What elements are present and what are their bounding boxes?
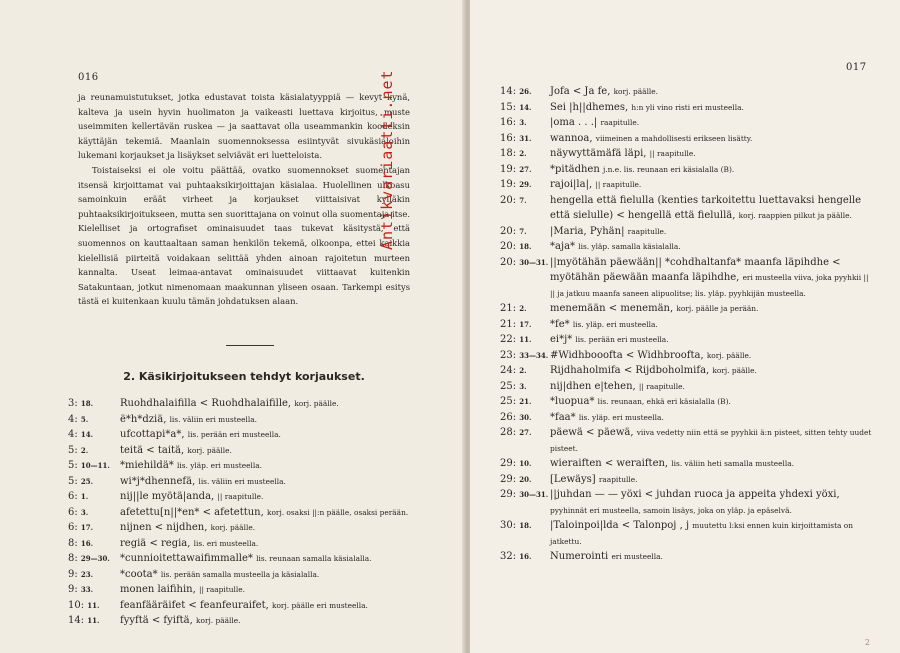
line-number: 21.	[519, 397, 532, 406]
line-reference	[500, 224, 550, 240]
correction-note: lis. väliin eri musteella.	[198, 476, 286, 486]
correction-entry	[68, 443, 413, 459]
line-number: 10—11.	[80, 461, 110, 470]
correction-text: regiä < regia,	[120, 537, 191, 549]
correction-entry	[500, 518, 875, 549]
line-reference	[500, 146, 550, 162]
page-ref: 25:	[500, 380, 517, 392]
page-ref: 10:	[68, 599, 85, 611]
correction-text: *fe*	[550, 318, 570, 330]
line-reference	[68, 567, 120, 583]
correction-entry	[500, 332, 875, 348]
correction-text: päewä < päewä,	[550, 427, 634, 438]
correction-text: feanfääräifet < feanfeuraifet,	[120, 599, 269, 611]
paragraph: ja reunamuistutukset, jotka edustavat toista käsialatyyppiä — kevyt kynä, kalteva ja usein hyvin huolimaton ja vaikeasti luettava kirjoitus, muste useimmiten kellertävän ruskea — ja saattavat olla useammankin koodeksin käyttäjän tekemiä. Maanlain suomennoksessa esiintyvät sivukäsialoihin lukemani korjaukset ja lisäykset selviävät eri luetteloista.	[78, 92, 410, 161]
line-number: 30—31.	[519, 257, 549, 267]
correction-text-block	[550, 317, 875, 333]
correction-entry	[500, 177, 875, 193]
correction-text-block	[550, 518, 875, 549]
correction-text-block	[120, 567, 413, 583]
line-number: 29.	[519, 180, 532, 189]
line-number: 27.	[519, 428, 532, 437]
section-heading: 2. Käsikirjoitukseen tehdyt korjaukset.	[123, 370, 365, 383]
correction-text: nij|dhen e|tehen,	[550, 380, 636, 392]
correction-text-block	[550, 332, 875, 348]
correction-note: raapitulle.	[600, 118, 640, 127]
correction-text-block	[550, 84, 875, 100]
line-reference	[68, 489, 120, 505]
correction-text-block	[550, 487, 875, 518]
correction-entry	[68, 427, 413, 443]
correction-note: korj. päälle ja perään.	[676, 304, 759, 313]
correction-note: lis. yläp. samalla käsialalla.	[578, 242, 681, 251]
correction-entry	[68, 489, 413, 505]
correction-note: h:n yli vino risti eri musteella.	[631, 102, 744, 112]
correction-text-block	[550, 472, 875, 488]
correction-note: lis. yläp. eri musteella.	[578, 412, 664, 422]
correction-text: *faa*	[550, 411, 576, 423]
correction-note: korj. päälle.	[196, 616, 241, 625]
page-ref: 14:	[68, 615, 85, 626]
correction-note: lis. eri musteella.	[193, 538, 259, 548]
correction-entry	[68, 582, 413, 598]
line-number: 11.	[519, 335, 532, 344]
correction-note: korj. päälle.	[706, 350, 752, 360]
page-ref: 9:	[68, 568, 78, 580]
correction-text-block	[550, 131, 875, 147]
correction-text: hengella että fielulla (kenties tarkoitettu luettavaksi hengelle että sielulle) < hengellä että fielullä,	[550, 194, 862, 221]
correction-note: lis. perään samalla musteella ja käsialalla.	[160, 569, 320, 579]
correction-entry	[500, 131, 875, 147]
page-ref: 4:	[68, 413, 78, 425]
correction-note: j.n.e. lis. reunaan eri käsialalla (B).	[602, 164, 735, 174]
correction-note: lis. väliin heti samalla musteella.	[671, 459, 794, 468]
correction-text: ufcottapi*a*,	[120, 429, 185, 440]
page-ref: 15:	[500, 101, 517, 113]
line-number: 17.	[519, 319, 532, 329]
page-ref: 29:	[500, 458, 517, 469]
correction-text: wieraiften < weraiften,	[550, 458, 669, 469]
line-reference	[500, 487, 550, 518]
correction-text: fyyftä < fyiftä,	[120, 615, 193, 626]
correction-entry	[68, 396, 413, 412]
line-reference	[500, 379, 550, 395]
correction-text-block	[120, 551, 413, 567]
line-reference	[500, 255, 550, 302]
page-ref: 5:	[68, 460, 78, 471]
section-divider	[226, 345, 274, 346]
line-reference	[500, 84, 550, 100]
page-ref: 29:	[500, 489, 517, 500]
correction-entry	[500, 317, 875, 333]
line-reference	[68, 613, 120, 629]
line-number: 2.	[519, 304, 527, 313]
correction-text: afetettu[n||*en* < afetettun,	[120, 506, 264, 518]
line-number: 11.	[87, 600, 100, 610]
correction-note: raapitulle.	[627, 226, 667, 236]
correction-entry	[500, 224, 875, 240]
line-number: 20.	[519, 474, 532, 484]
line-reference	[68, 520, 120, 536]
page-ref: 28:	[500, 427, 517, 438]
right-page	[470, 0, 900, 653]
line-number: 1.	[80, 492, 89, 501]
correction-text: ||myötähän päewään|| *cohdhaltanfa* maanfa läpihdhe < myötähän päewään maanfa läpihdhe,	[550, 256, 841, 283]
correction-entry	[68, 567, 413, 583]
correction-text-block	[550, 348, 875, 364]
correction-text-block	[550, 100, 875, 116]
correction-text: |Taloinpoi|lda < Talonpoj , j	[550, 520, 690, 531]
correction-text-block	[120, 427, 413, 443]
line-number: 5.	[80, 414, 89, 424]
line-number: 27.	[519, 164, 532, 174]
correction-note: || raapitulle.	[595, 180, 642, 189]
line-number: 18.	[519, 521, 532, 530]
line-reference	[500, 425, 550, 456]
line-number: 10.	[519, 459, 532, 468]
correction-text-block	[550, 410, 875, 426]
line-number: 7.	[519, 226, 527, 236]
line-number: 3.	[519, 118, 527, 127]
correction-entry	[500, 379, 875, 395]
line-reference	[500, 100, 550, 116]
correction-text: *miehildä*	[120, 460, 174, 471]
correction-text: menemään < menemän,	[550, 303, 674, 314]
correction-text-block	[120, 582, 413, 598]
line-number: 16.	[519, 552, 532, 561]
correction-note: korj. päälle.	[613, 87, 659, 96]
correction-text-block	[550, 255, 875, 302]
line-reference	[68, 505, 120, 521]
line-reference	[68, 443, 120, 459]
line-number: 17.	[80, 523, 94, 532]
correction-text: *pitädhen	[550, 163, 600, 175]
correction-entry	[500, 425, 875, 456]
page-ref: 16:	[500, 117, 517, 128]
correction-text: *aja*	[550, 241, 576, 252]
correction-entry	[68, 551, 413, 567]
line-reference	[500, 301, 550, 317]
page-ref: 32:	[500, 551, 517, 562]
line-number: 25.	[80, 476, 94, 486]
correction-entry	[68, 458, 413, 474]
correction-text-block	[550, 193, 875, 224]
correction-entry	[500, 115, 875, 131]
correction-note: raapitulle.	[598, 474, 638, 484]
intro-prose	[78, 90, 410, 309]
correction-text-block	[550, 379, 875, 395]
correction-note: eri musteella.	[611, 552, 663, 561]
page-ref: 3:	[68, 398, 78, 409]
line-number: 14.	[519, 102, 532, 112]
page-ref: 20:	[500, 256, 517, 268]
correction-text-block	[550, 301, 875, 317]
correction-text-block	[550, 394, 875, 410]
page-ref: 8:	[68, 553, 78, 564]
correction-entry	[68, 613, 413, 629]
line-number: 31.	[519, 133, 532, 143]
line-reference	[500, 348, 550, 364]
page-ref: 25:	[500, 396, 517, 407]
page-ref: 26:	[500, 411, 517, 423]
correction-text-block	[120, 489, 413, 505]
corrections-list-right	[500, 84, 875, 565]
correction-text-block	[550, 456, 875, 472]
correction-text-block	[120, 520, 413, 536]
line-number: 33.	[80, 585, 94, 594]
correction-text-block	[120, 458, 413, 474]
correction-entry	[500, 193, 875, 224]
correction-entry	[500, 487, 875, 518]
correction-text: Rijdhaholmifa < Rijdboholmifa,	[550, 365, 710, 376]
page-ref: 14:	[500, 86, 517, 97]
correction-text-block	[550, 162, 875, 178]
line-reference	[500, 456, 550, 472]
correction-text: monen laifihin,	[120, 584, 196, 595]
line-reference	[500, 131, 550, 147]
correction-note: lis. perään eri musteella.	[187, 430, 281, 439]
correction-text: #Widhbooofta < Widhbroofta,	[550, 349, 704, 361]
correction-entry	[500, 239, 875, 255]
page-ref: 6:	[68, 522, 78, 533]
line-reference	[500, 317, 550, 333]
correction-text: näywyttämäfä läpi,	[550, 148, 647, 159]
correction-note: korj. raappien pilkut ja päälle.	[738, 211, 852, 220]
correction-entry	[500, 301, 875, 317]
correction-note: || raapitulle.	[198, 585, 245, 594]
correction-entry	[68, 520, 413, 536]
correction-note: || raapitulle.	[638, 381, 685, 391]
correction-text-block	[550, 177, 875, 193]
correction-text: Numerointi	[550, 551, 609, 562]
correction-text: nijnen < nijdhen,	[120, 522, 208, 533]
page-ref: 6:	[68, 506, 78, 518]
correction-text: rajoi|la|,	[550, 179, 593, 190]
page-ref: 16:	[500, 132, 517, 144]
correction-entry	[68, 505, 413, 521]
correction-text: wi*j*dhennefä,	[120, 475, 196, 487]
correction-text-block	[550, 425, 875, 456]
correction-text-block	[120, 443, 413, 459]
correction-text: wannoa,	[550, 132, 593, 144]
correction-note: lis. yläp. eri musteella.	[572, 319, 658, 329]
correction-text: Ruohdhalaifilla < Ruohdhalaifille,	[120, 398, 292, 409]
correction-note: || raapitulle.	[217, 492, 264, 501]
correction-note: lis. perään eri musteella.	[575, 335, 669, 344]
page-ref: 20:	[500, 241, 517, 252]
correction-entry	[68, 536, 413, 552]
page-ref: 22:	[500, 334, 517, 345]
correction-note: eri musteella viiva, joka pyyhkii || || ja jatkuu maanfa saneen alipuolitse; lis. yläp. pyyhkijän musteella.	[550, 273, 869, 298]
correction-text-block	[550, 224, 875, 240]
correction-entry	[500, 84, 875, 100]
line-reference	[500, 363, 550, 379]
page-ref: 18:	[500, 148, 517, 159]
correction-note: korj. päälle.	[712, 366, 757, 375]
line-reference	[68, 551, 120, 567]
line-reference	[500, 549, 550, 565]
line-number: 14.	[80, 430, 94, 439]
line-reference	[500, 394, 550, 410]
correction-text: ||juhdan — — yöxi < juhdan ruoca ja appeita yhdexi yöxi,	[550, 489, 840, 500]
line-number: 23.	[80, 569, 94, 579]
line-reference	[500, 472, 550, 488]
paragraph: Toistaiseksi ei ole voitu päättää, ovatko suomennokset suomentajan itsensä kirjoittamat vai puhtaaksikirjoittajan käsialaa. Huolellinen ulkoasu samoinkuin eräät virheet ja korjaukset viittaisivat kylläkin puhtaaksikirjoitukseen, mutta sen suorittajana on voinut olla suomentaja itse. Kielelliset ja ortografiset ominaisuudet taas tukevat käsitystä, että suomennos on kauttaaltaan saman henkilön tekemä, olkoonpa, ettei kaikkia kielellisiä piirteitä voidakaan selittää yhden ainoan rajoitetun murteen kannalta. Useat leimaa-antavat ominaisuudet viittaavat kuitenkin Satakuntaan, jotkut nimenomaan maakunnan yliseen osaan. Tarkempi esitys tästä ei kuitenkaan kuulu tämän johdatuksen alaan.	[78, 164, 410, 307]
correction-note: pyyhinnät eri musteella, samoin lisäys, joka on yläp. ja epäselvä.	[550, 505, 792, 515]
correction-text: ë*h*dziä,	[120, 413, 167, 425]
correction-text: nij||le myötä|anda,	[120, 491, 215, 502]
line-number: 2.	[80, 445, 89, 455]
correction-note: lis. reunaan, ehkä eri käsialalla (B).	[597, 397, 731, 406]
correction-note: lis. yläp. eri musteella.	[177, 461, 262, 470]
page-number-right: 017	[846, 62, 867, 73]
page-ref: 19:	[500, 163, 517, 175]
correction-text-block	[550, 146, 875, 162]
correction-text: [Lewäys]	[550, 473, 596, 485]
correction-text: ei*j*	[550, 334, 573, 345]
correction-text: *coota*	[120, 568, 158, 580]
corner-mark: 2	[864, 638, 870, 647]
correction-entry	[68, 412, 413, 428]
page-ref: 21:	[500, 318, 517, 330]
correction-entry	[500, 363, 875, 379]
correction-text: Jofa < Ja fe,	[550, 86, 611, 97]
page-ref: 5:	[68, 444, 78, 456]
correction-text-block	[120, 474, 413, 490]
page-ref: 30:	[500, 520, 517, 531]
correction-note: korj. päälle.	[187, 445, 232, 455]
line-reference	[68, 536, 120, 552]
page-ref: 4:	[68, 429, 78, 440]
page-ref: 8:	[68, 537, 78, 549]
line-number: 2.	[519, 366, 527, 375]
page-ref: 20:	[500, 194, 517, 206]
line-reference	[500, 177, 550, 193]
correction-entry	[500, 146, 875, 162]
correction-entry	[500, 410, 875, 426]
correction-text: teitä < taitä,	[120, 444, 185, 456]
correction-text: *luopua*	[550, 396, 595, 407]
correction-text-block	[120, 598, 413, 614]
line-number: 33—34.	[519, 350, 549, 360]
line-reference	[500, 115, 550, 131]
correction-note: || raapitulle.	[649, 149, 696, 158]
line-reference	[68, 458, 120, 474]
correction-note: korj. päälle.	[294, 399, 339, 408]
watermark: Antikvariaatti.net	[378, 69, 396, 250]
correction-text-block	[120, 505, 413, 521]
line-reference	[68, 412, 120, 428]
line-number: 26.	[519, 87, 532, 96]
page-ref: 29:	[500, 473, 517, 485]
correction-text-block	[550, 115, 875, 131]
line-reference	[500, 239, 550, 255]
line-number: 3.	[80, 507, 89, 517]
correction-text-block	[120, 613, 413, 629]
correction-entry	[500, 456, 875, 472]
correction-text-block	[550, 363, 875, 379]
page-ref: 23:	[500, 349, 517, 361]
line-number: 18.	[519, 242, 532, 251]
line-number: 30—31.	[519, 490, 549, 499]
line-reference	[68, 396, 120, 412]
correction-note: viiva vedetty niin että se pyyhkii ä:n pisteet, sitten tehty uudet pisteet.	[550, 428, 872, 453]
correction-text-block	[550, 549, 875, 565]
line-number: 18.	[80, 399, 94, 408]
line-reference	[500, 332, 550, 348]
line-reference	[500, 410, 550, 426]
page-ref: 19:	[500, 179, 517, 190]
correction-note: korj. päälle.	[210, 523, 256, 532]
correction-entry	[68, 474, 413, 490]
line-number: 30.	[519, 412, 532, 422]
line-reference	[500, 518, 550, 549]
correction-text-block	[550, 239, 875, 255]
line-reference	[68, 582, 120, 598]
correction-note: korj. päälle eri musteella.	[272, 600, 368, 610]
page-ref: 5:	[68, 475, 78, 487]
correction-text: *cunnioitettawaifimmalle*	[120, 553, 253, 564]
line-number: 7.	[519, 195, 527, 205]
page-ref: 20:	[500, 225, 517, 237]
line-number: 11.	[87, 616, 100, 625]
line-reference	[68, 598, 120, 614]
line-number: 16.	[80, 538, 94, 548]
line-reference	[500, 162, 550, 178]
correction-entry	[500, 394, 875, 410]
correction-note: lis. väliin eri musteella.	[169, 414, 257, 424]
corrections-list-left	[68, 396, 413, 629]
correction-text: |oma . . .|	[550, 117, 598, 128]
correction-entry	[500, 162, 875, 178]
correction-note: muutettu l:ksi ennen kuin kirjoittamista on jatkettu.	[550, 521, 854, 546]
correction-text: Sei |h||dhemes,	[550, 101, 629, 113]
correction-entry	[68, 598, 413, 614]
line-reference	[68, 427, 120, 443]
page-number-left: 016	[78, 72, 99, 83]
correction-note: korj. osaksi ||:n päälle, osaksi perään.	[266, 507, 409, 517]
correction-note: viimeinen a mahdollisesti erikseen lisätty.	[595, 133, 753, 143]
correction-entry	[500, 549, 875, 565]
correction-text-block	[120, 396, 413, 412]
line-number: 3.	[519, 381, 527, 391]
line-reference	[500, 193, 550, 224]
correction-text-block	[120, 536, 413, 552]
correction-entry	[500, 348, 875, 364]
correction-entry	[500, 255, 875, 302]
line-number: 29—30.	[80, 554, 110, 563]
page-ref: 9:	[68, 584, 78, 595]
correction-note: lis. reunaan samalla käsialalla.	[256, 554, 372, 563]
page-ref: 24:	[500, 365, 517, 376]
page-ref: 21:	[500, 303, 517, 314]
correction-entry	[500, 472, 875, 488]
page-ref: 6:	[68, 491, 78, 502]
line-reference	[68, 474, 120, 490]
line-number: 2.	[519, 149, 527, 158]
correction-text-block	[120, 412, 413, 428]
correction-entry	[500, 100, 875, 116]
correction-text: |Maria, Pyhän|	[550, 225, 625, 237]
